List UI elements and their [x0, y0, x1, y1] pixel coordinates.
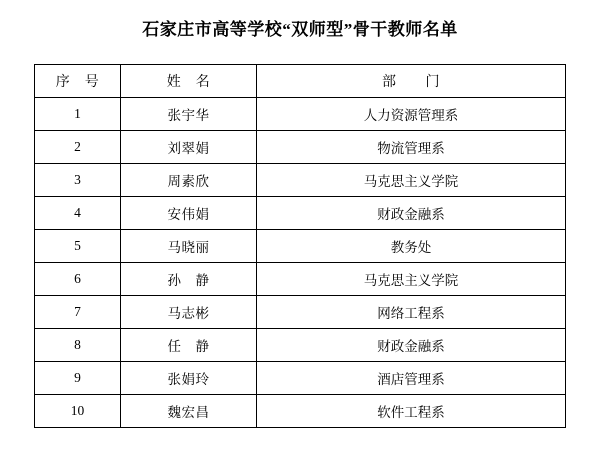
cell-index: 2	[35, 130, 121, 163]
table-row	[35, 163, 566, 196]
cell-department: 人力资源管理系	[257, 97, 566, 130]
document-page	[0, 18, 600, 471]
cell-index: 1	[35, 97, 121, 130]
cell-index: 9	[35, 361, 121, 394]
cell-index: 7	[35, 295, 121, 328]
cell-department: 马克思主义学院	[257, 163, 566, 196]
cell-department: 财政金融系	[257, 328, 566, 361]
cell-department: 财政金融系	[257, 196, 566, 229]
roster-table-container	[34, 64, 566, 428]
table-row	[35, 130, 566, 163]
cell-department: 酒店管理系	[257, 361, 566, 394]
table-header-row	[35, 64, 566, 97]
cell-name: 魏宏昌	[121, 394, 257, 427]
table-row	[35, 196, 566, 229]
cell-index: 10	[35, 394, 121, 427]
cell-index: 5	[35, 229, 121, 262]
table-row	[35, 328, 566, 361]
table-row	[35, 394, 566, 427]
page-title: 石家庄市高等学校“双师型”骨干教师名单	[142, 20, 458, 39]
cell-index: 3	[35, 163, 121, 196]
cell-department: 马克思主义学院	[257, 262, 566, 295]
cell-name: 马志彬	[121, 295, 257, 328]
table-header	[35, 64, 566, 97]
cell-name: 周素欣	[121, 163, 257, 196]
table-row	[35, 97, 566, 130]
cell-name: 孙 静	[121, 262, 257, 295]
table-row	[35, 229, 566, 262]
roster-table	[34, 64, 566, 428]
table-body	[35, 97, 566, 427]
table-row	[35, 262, 566, 295]
table-row	[35, 361, 566, 394]
column-header-index: 序 号	[35, 64, 121, 97]
cell-department: 教务处	[257, 229, 566, 262]
cell-index: 4	[35, 196, 121, 229]
cell-index: 6	[35, 262, 121, 295]
cell-index: 8	[35, 328, 121, 361]
cell-name: 张宇华	[121, 97, 257, 130]
column-header-name: 姓 名	[121, 64, 257, 97]
cell-name: 马晓丽	[121, 229, 257, 262]
cell-department: 物流管理系	[257, 130, 566, 163]
cell-department: 软件工程系	[257, 394, 566, 427]
cell-name: 刘翠娟	[121, 130, 257, 163]
column-header-department: 部 门	[257, 64, 566, 97]
cell-name: 任 静	[121, 328, 257, 361]
cell-department: 网络工程系	[257, 295, 566, 328]
cell-name: 张娟玲	[121, 361, 257, 394]
cell-name: 安伟娟	[121, 196, 257, 229]
table-row	[35, 295, 566, 328]
